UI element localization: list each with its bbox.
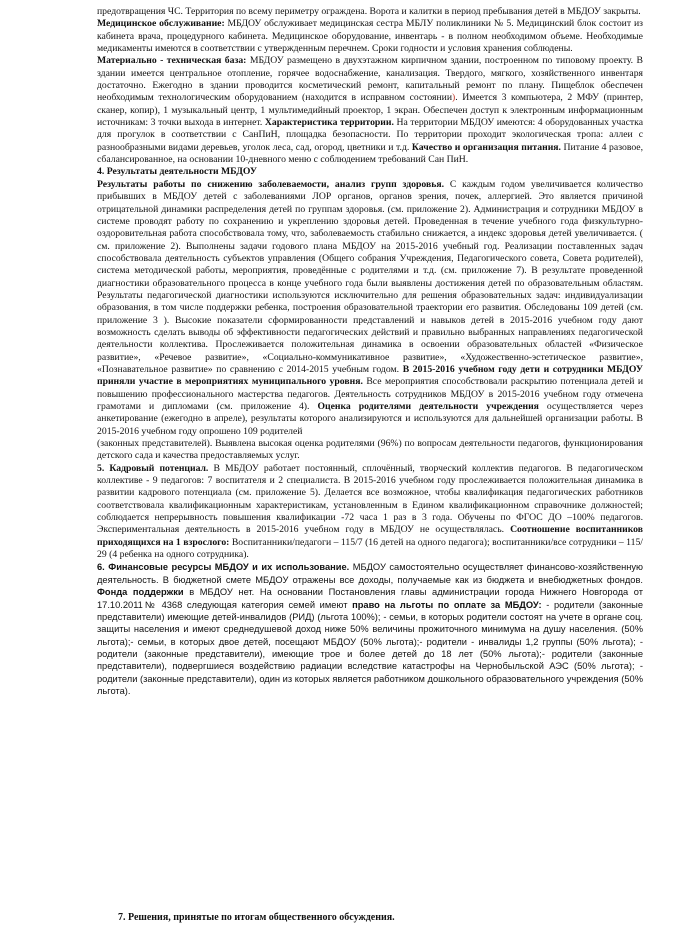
text: На территории МБДОУ имеются: 4 оборудованных участка для прогулок в соответствии с СанПиН, площадка безопасности. По территории проходит экологическая тропа: аллеи с разнообразными видами деревьев, уголок леса, сад, огород, цветники и т.д. [97, 117, 643, 153]
section-label: Оценка родителями деятельности учреждения [317, 401, 539, 412]
text: (законных представителей). Выявлена высокая оценка родителями (96%) по вопросам деятельности педагогов, функционирования детского сада и качества предоставляемых услуг. [97, 438, 643, 462]
section-label: В 2015-2016 учебном году дети и сотрудники МБДОУ приняли участие в мероприятиях муниципального уровня. [97, 363, 643, 388]
section-label: Соотношение воспитанников приходящихся на 1 взрослого: [97, 524, 643, 548]
paragraph-staff [97, 463, 643, 562]
section-label: Фонда поддержки [97, 587, 184, 598]
section-heading: 7. Решения, принятые по итогам общественного обсуждения. [118, 912, 395, 923]
text: в МБДОУ нет. На основании Постановления главы администрации города Нижнего Новгорода от 17.10.2011№ 4368 следующая категория семей имеют [97, 587, 643, 610]
section-label: 6. Финансовые ресурсы МБДОУ и их использование. [97, 562, 350, 573]
text: осуществляется через анкетирование (ежегодно в апреле), результаты которого анализируются и используются для дальнейшей организации работы. В 2015-2016 учебном году опрошено 109 родителей [97, 401, 643, 437]
text: В МБДОУ работает постоянный, сплочённый, творческий коллектив педагогов. В педагогическом коллективе - 9 педагогов: 7 воспитателя и 2 специалиста. В 2015-2016 учебном году прослеживается положительная динамика в развитии кадрового потенциала (см. приложение 5). Делается все возможное, чтобы квалификация педагогических работников соответствовала квалификационным характеристикам, установленным в Едином квалификационном справочнике должностей; соблюдается непрерывность повышения квалификации -72 часа 1 раз в 3 года. Обучены по ФГОС ДО –100% педагогов. Экспериментальная деятельность в 2015-2016 учебном году в МБДОУ не осуществлялась. [97, 462, 643, 536]
section-label: Медицинское обслуживание: [97, 18, 225, 30]
paragraph-finance [97, 561, 643, 697]
text: МБДОУ обслуживает медицинская сестра МБЛУ поликлиники № 5. Медицинский блок состоит из кабинета врача, процедурного кабинета. Медицинское оборудование, инвентарь - в полном необходимом объеме. Необходимые медикаменты имеются в соответствии с утвержденным перечнем. Сроки годности и условия хранения соблюдены. [97, 18, 643, 55]
text: Все мероприятия способствовали раскрытию потенциала детей и повышению профессионального мастерства педагогов. Деятельность сотрудников МБДОУ в 2015-2016 учебном году отмечена грамотами и дипломами (см. приложение 4). [97, 376, 644, 412]
document-body [97, 6, 643, 697]
paragraph-parents [97, 438, 643, 463]
section-label: Результаты работы по снижению заболеваемости, анализ групп здоровья. [97, 178, 445, 190]
paragraph-safety [97, 6, 643, 18]
section-label: право на льготы по оплате за МБДОУ: [352, 599, 542, 610]
text: Питание 4 разовое, сбалансированное, на основании 10-дневного меню с соблюдением требований Сан ПиН. [97, 141, 644, 166]
text: С каждым годом увеличивается количество прибывших в МБДОУ детей с заболеваниями ЛОР органов, органов зрения, почек, аллергией. Это является причиной отрицательной динамики распределения детей по группам здоровья. (см. приложение 2). Администрация и сотрудники МБДОУ в системе проводят работу по сохранению и укреплению здоровья детей. Проведенная в течение учебного года физкультурно-оздоровительная работа способствовала тому, что, заболеваемость стабильно снижается, а индекс здоровья детей увеличивается. ( см. приложение 2). Выполнены задачи годового плана МБДОУ на 2015-2016 учебный год. Реализации поставленных задач способствовала деятельность субъектов управления (Общего собрания Учреждения, Педагогического совета, Совета родителей), система методической работы, мероприятия, проведённые с родителями и т.д. (см. приложение 7). В результате проведенной диагностики образовательного процесса в конце учебного года были выявлены достижения детей по образовательным областям. Результаты педагогической диагностики используются исключительно для решения образовательных задач: индивидуализации образования, в том числе поддержки ребенка, построения образовательной траектории его развития. Обследованы 109 детей (см. приложение 3 ). Высокие показатели сформированности представлений и навыков детей в 2015-2016 учебном году дают возможность сделать выводы об эффективности педагогических действий и правильно выбранных направлениях педагогической деятельности коллектива. Прослеживается положительная динамика в освоении образовательных областей «Физическое развитие», «Речевое развитие», «Социально-коммуникативное развитие», «Художественно-эстетическое развитие», «Познавательное развитие» по сравнению с 2014-2015 учебным годом. [97, 178, 643, 375]
section-label: Характеристика территории. [264, 117, 394, 129]
text: Воспитанники/педагоги – 115/7 (16 детей на одного педагога); воспитанники/все сотрудники – 115/ 29 (4 ребенка на одного сотрудника). [97, 536, 643, 561]
text: МБДОУ самостоятельно осуществляет финансово-хозяйственную деятельность. В бюджетной смете МБДОУ отражены все доходы, получаемые как из бюджета и внебюджетных фондов. [97, 562, 643, 585]
section-label: 5. Кадровый потенциал. [97, 462, 209, 474]
paragraph-results [97, 179, 643, 438]
text: МБДОУ размещено в двухэтажном кирпичном здании, построенном по типовому проекту. В здании имеется центральное отопление, горячее водоснабжение, канализация. Твердого, мягкого, хозяйственного инвентаря достаточно. Ежегодно в здании проводится косметический ремонт, капитальный ремонт по плану. Пищеблок обеспечен необходимым технологическим оборудованием (находится в исправном состоянии [97, 55, 643, 104]
text: ) [452, 92, 456, 104]
text: предотвращения ЧС. Территория по всему периметру ограждена. Ворота и калитки в период пребывания детей в МБДОУ закрыты. [97, 6, 641, 17]
text: . Имеется 3 компьютера, 2 МФУ (принтер, сканер, копир), 1 музыкальный центр, 1 мультимедийный проектор, 1 экран. Обеспечен доступ к электронным информационным источникам: 3 точки выхода в интернет. [97, 92, 643, 129]
text: - родители (законные представители) имеющие детей-инвалидов (РИД) (льгота 100%); - семьи, в которых родители состоят на учете в органе соц. защиты населения и имеют среднедушевой доход ниже 50% величины прожиточного минимума на душу населения. (50% льгота);- семьи, в которых двое детей, посещают МБДОУ (50% льгота);- родители - инвалиды 1,2 группы (50% льгота); - родители (законные представители), имеющие трое и более детей до 18 лет (50% льгота);- родители (законные представители), подвергшиеся воздействию радиации вследствие катастрофы на Чернобыльской АЭС (50% льгота); - родители (законные представители), один из которых является работником дошкольного образовательного учреждения (50% льгота). [97, 599, 643, 696]
section-label: Качество и организация питания. [411, 141, 561, 153]
paragraph-medical [97, 18, 643, 55]
section-heading: 4. Результаты деятельности МБДОУ [97, 166, 257, 178]
section-label: Материально - техническая база: [97, 55, 247, 67]
paragraph-material-base [97, 55, 643, 166]
